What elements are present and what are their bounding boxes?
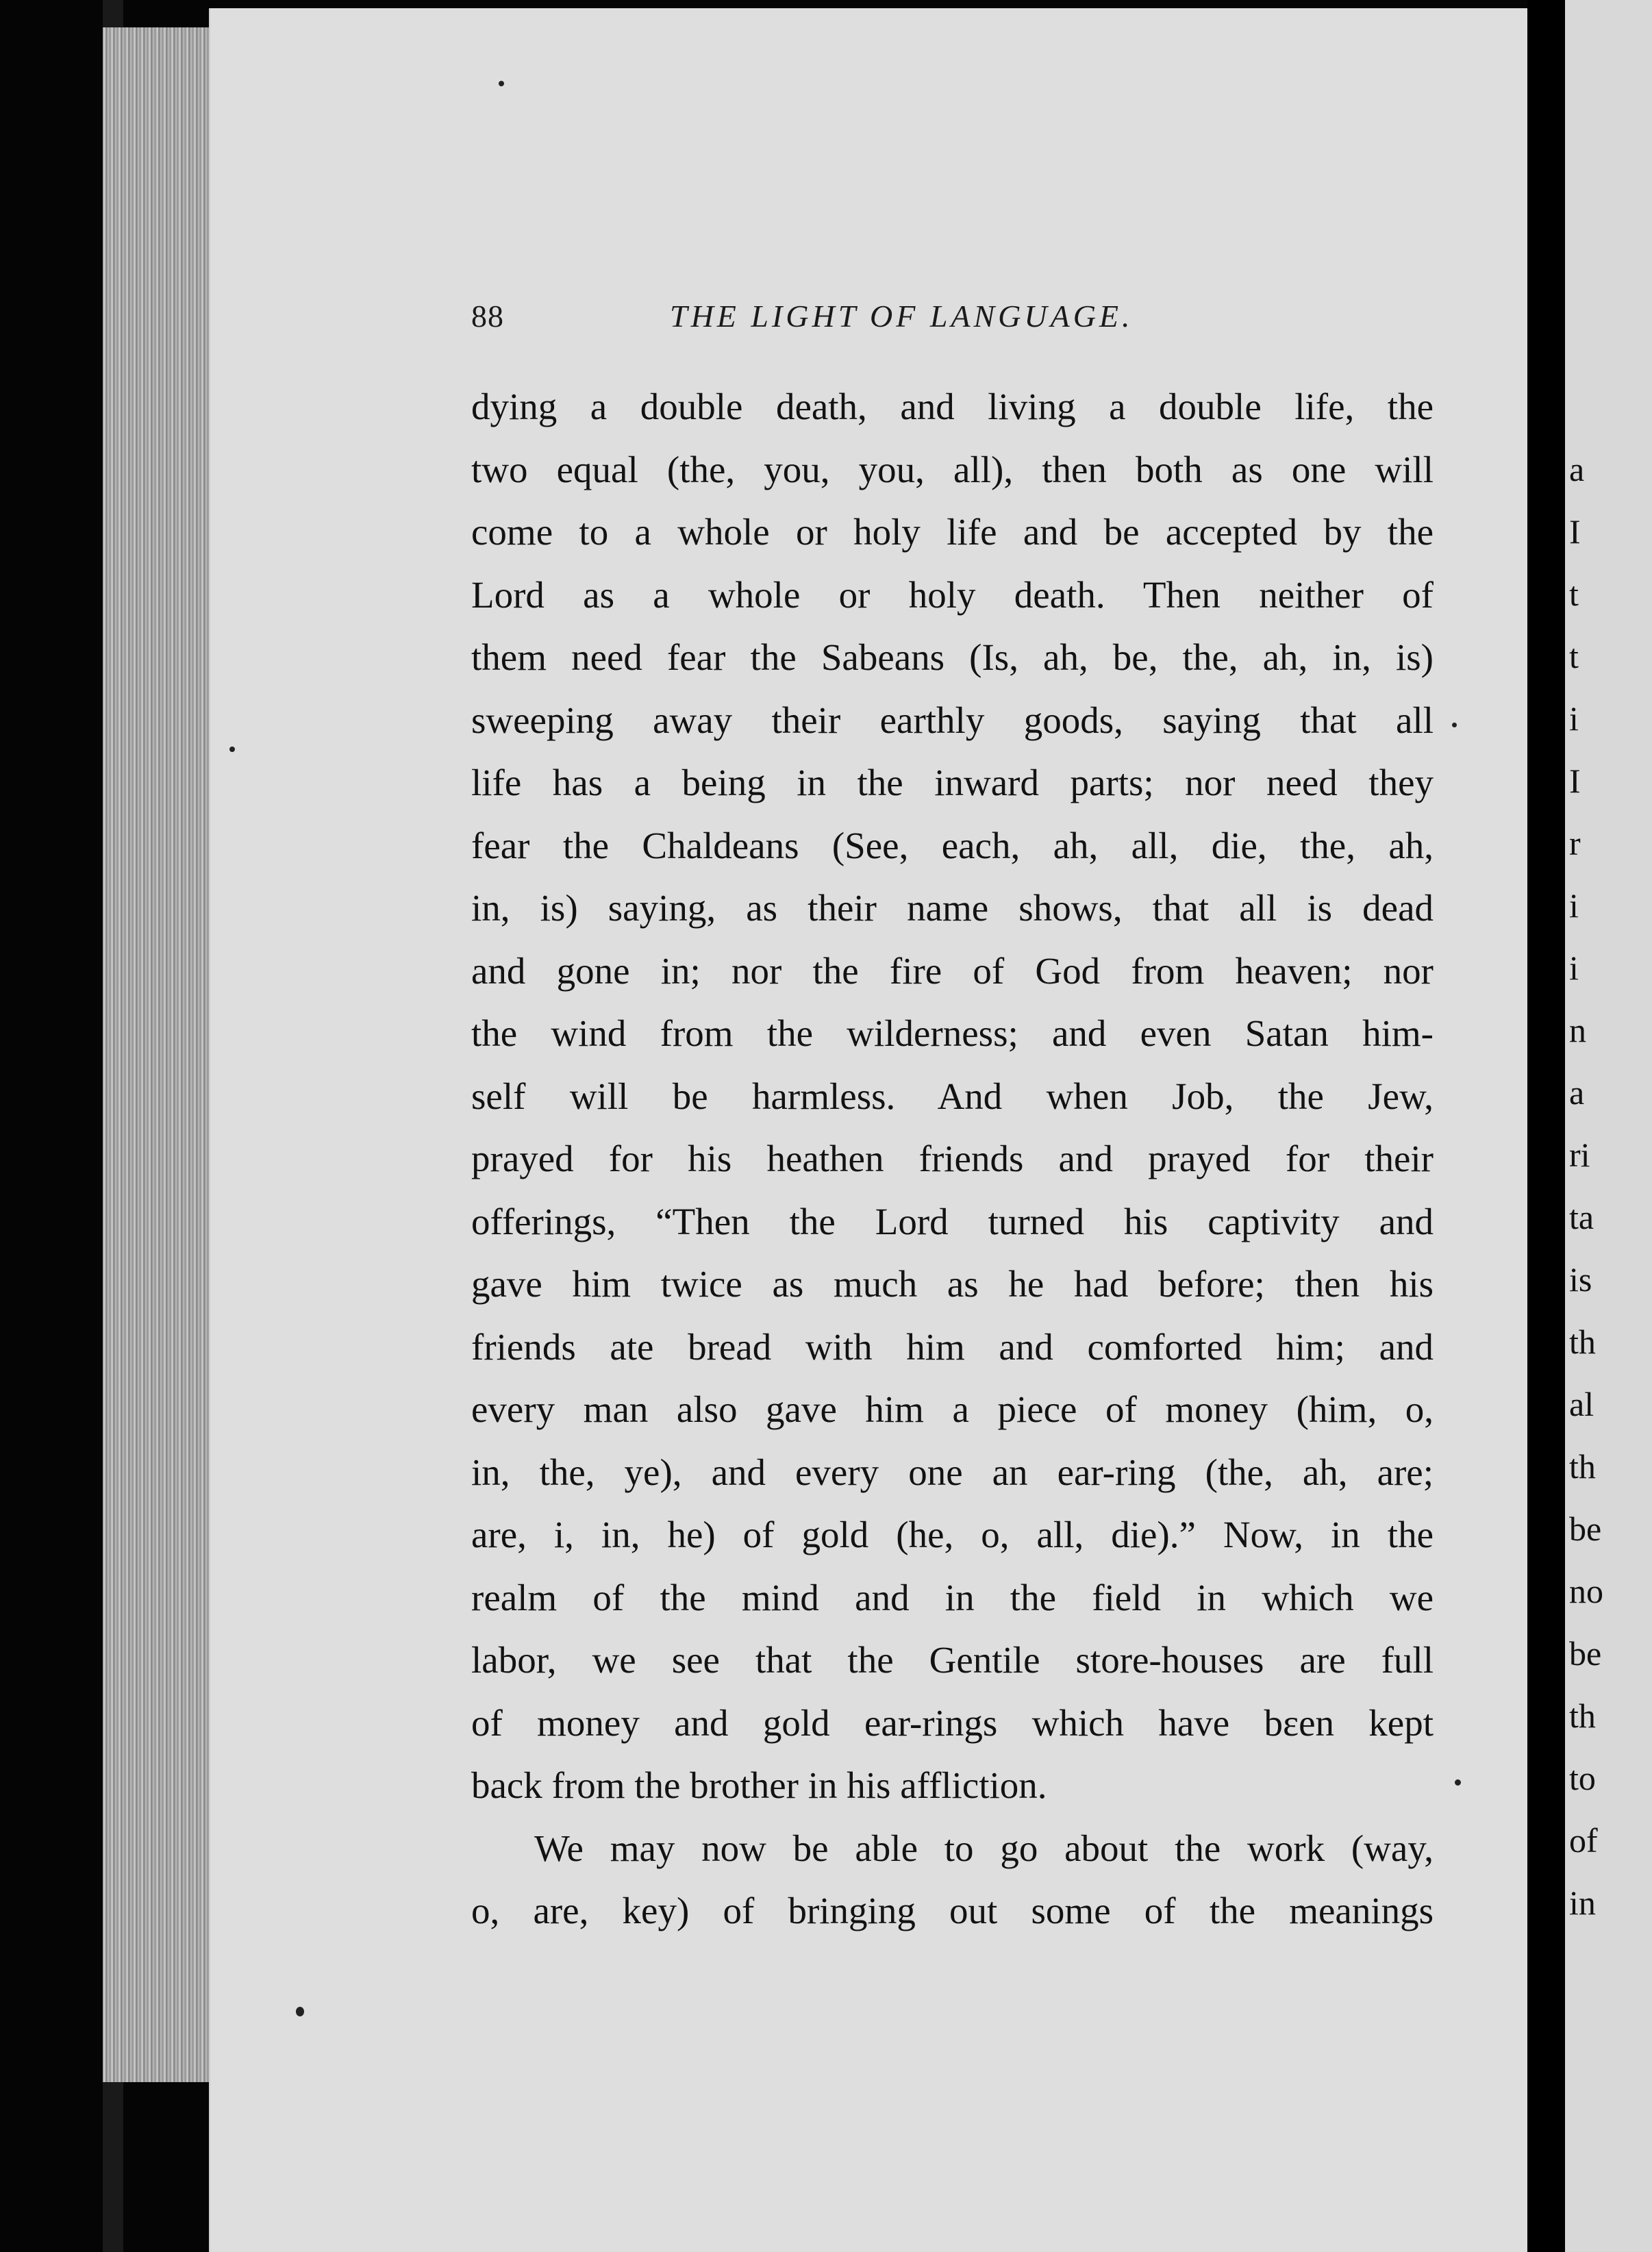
facing-fragment: I [1569, 512, 1581, 551]
facing-fragment: I [1569, 762, 1581, 800]
text-line: dying a double death, and living a double life, the [471, 386, 1434, 427]
text-line: friends ate bread with him and comforted him; and [471, 1325, 1434, 1368]
page-header [471, 298, 1266, 346]
running-head: THE LIGHT OF LANGUAGE. [670, 299, 1134, 334]
text-line: every man also gave him a piece of money (him, o, [471, 1388, 1434, 1430]
facing-fragment: ri [1569, 1136, 1590, 1174]
scan-speck [1452, 723, 1457, 727]
facing-fragment: be [1569, 1510, 1602, 1548]
facing-fragment: to [1569, 1759, 1596, 1797]
page-edges [103, 27, 219, 2082]
text-line: in, the, ye), and every one an ear-ring (the, ah, are; [471, 1451, 1434, 1493]
text-line: of money and gold ear-rings which have bɛen kept [471, 1701, 1434, 1744]
facing-fragment: th [1569, 1447, 1596, 1486]
text-line: gave him twice as much as he had before; then his [471, 1263, 1434, 1305]
text-line: two equal (the, you, you, all), then both as one will [471, 448, 1434, 490]
facing-fragment: th [1569, 1323, 1596, 1361]
facing-page [1565, 0, 1652, 2252]
scan-speck [499, 81, 504, 86]
facing-page-text [1569, 438, 1652, 1934]
text-line: prayed for his heathen friends and prayed for their [471, 1138, 1434, 1179]
facing-fragment: i [1569, 886, 1579, 925]
facing-fragment: i [1569, 949, 1579, 987]
text-line: them need fear the Sabeans (Is, ah, be, the, ah, in, is) [471, 636, 1434, 678]
facing-fragment: n [1569, 1011, 1586, 1049]
facing-fragment: of [1569, 1821, 1598, 1860]
facing-fragment: al [1569, 1385, 1594, 1423]
scan-speck [296, 2007, 304, 2016]
facing-fragment: t [1569, 575, 1579, 613]
text-line: back from the brother in his affliction. [471, 1764, 1047, 1806]
text-line: life has a being in the inward parts; nor need they [471, 762, 1434, 803]
text-line: and gone in; nor the fire of God from heaven; nor [471, 949, 1434, 992]
facing-fragment: be [1569, 1634, 1602, 1673]
text-line: come to a whole or holy life and be accepted by the [471, 511, 1434, 553]
text-line: Lord as a whole or holy death. Then neither of [471, 573, 1434, 616]
facing-fragment: t [1569, 637, 1579, 675]
page-number: 88 [471, 299, 504, 334]
scan-speck [229, 747, 235, 752]
facing-fragment: r [1569, 824, 1581, 862]
facing-fragment: i [1569, 699, 1579, 738]
facing-fragment: is [1569, 1260, 1592, 1299]
text-line: sweeping away their earthly goods, saying that all [471, 699, 1434, 741]
text-line: self will be harmless. And when Job, the Jew, [471, 1075, 1434, 1117]
body-text [471, 375, 1444, 1942]
text-line: fear the Chaldeans (See, each, ah, all, die, the, ah, [471, 824, 1434, 866]
facing-fragment: ta [1569, 1198, 1594, 1236]
facing-fragment: th [1569, 1697, 1596, 1735]
text-line: are, i, in, he) of gold (he, o, all, die).” Now, in the [471, 1514, 1434, 1555]
gutter-shadow [1527, 0, 1565, 2252]
text-line: labor, we see that the Gentile store-houses are full [471, 1639, 1434, 1681]
text-line: We may now be able to go about the work (way, [534, 1827, 1434, 1869]
text-line: realm of the mind and in the field in which we [471, 1576, 1434, 1618]
facing-fragment: in [1569, 1884, 1596, 1922]
facing-fragment: a [1569, 450, 1585, 488]
scan-speck [1455, 1779, 1461, 1786]
facing-fragment: a [1569, 1073, 1585, 1112]
text-line: in, is) saying, as their name shows, that all is dead [471, 887, 1434, 929]
text-line: offerings, “Then the Lord turned his captivity and [471, 1200, 1434, 1242]
facing-fragment: no [1569, 1572, 1603, 1610]
text-line: the wind from the wilderness; and even Satan him- [471, 1012, 1434, 1054]
text-line: o, are, key) of bringing out some of the meanings [471, 1890, 1434, 1931]
